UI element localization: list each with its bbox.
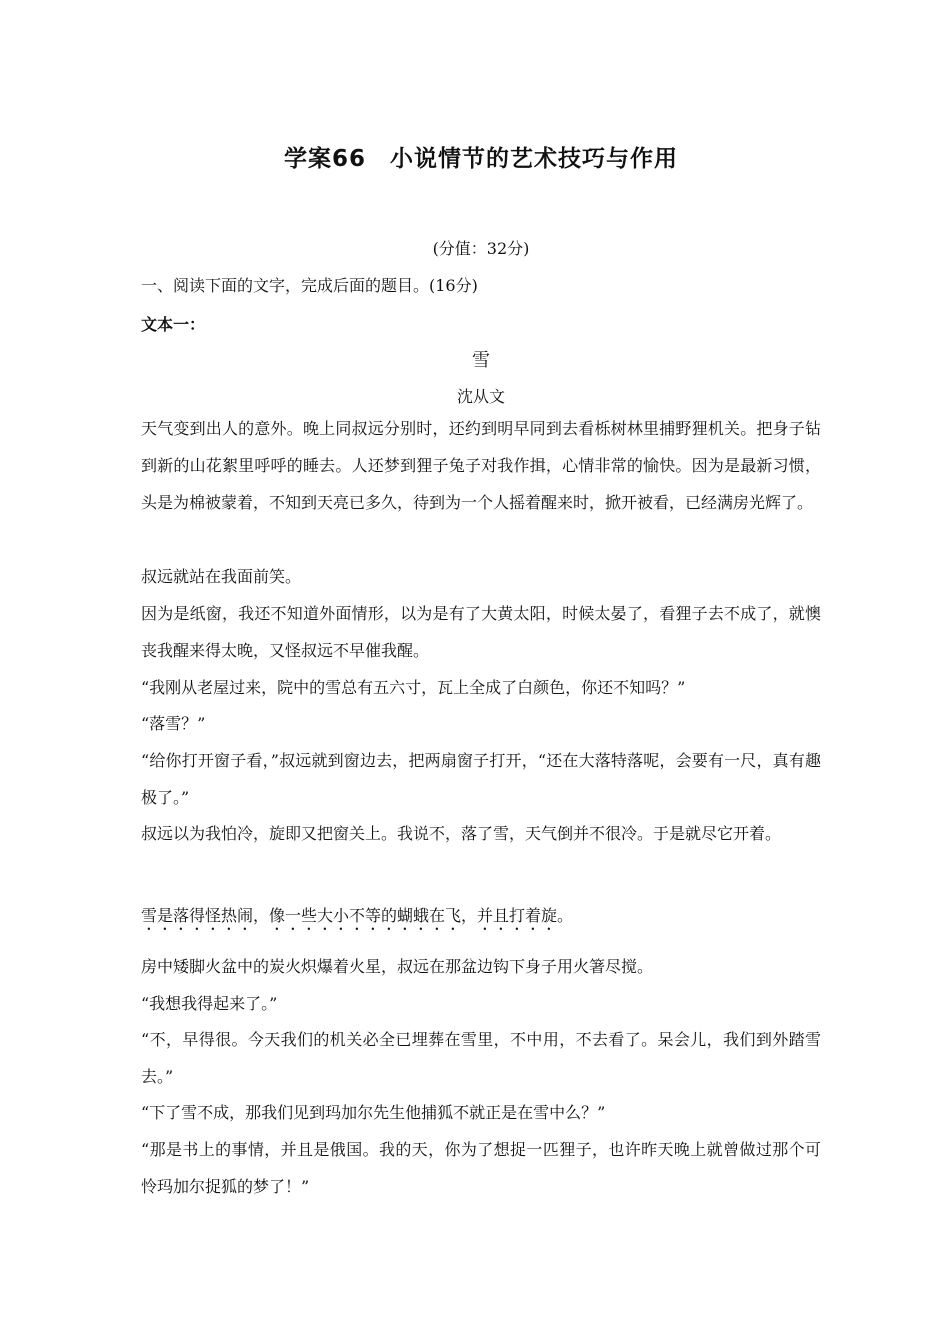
paragraph-1: 天气变到出人的意外。晚上同叔远分别时，还约到明早同到去看栎树林里捕野狸机关。把身子钻到新的山花絮里呼呼的睡去。人还梦到狸子兔子对我作揖，心情非常的愉快。因为是最新习惯，头是为棉被蒙着，不知到天亮已多久，待到为一个人摇着醒来时，掀开被看，已经满房光辉了。: [141, 419, 821, 512]
paragraph-9: 房中矮脚火盆中的炭火炽爆着火星，叔远在那盆边钩下身子用火箸尽搅。: [141, 957, 654, 976]
paragraph-5: “落雪？”: [141, 714, 206, 733]
paragraph-2: 叔远就站在我面前笑。: [141, 567, 302, 586]
text-label: 文本一：: [141, 315, 206, 334]
emphasized-sentence: 雪是落得怪热闹，像一些大小不等的蝴蛾在飞，并且打着旋。: [141, 906, 574, 925]
page-title: 学案66 小说情节的艺术技巧与作用: [283, 146, 678, 172]
story-author: 沈从文: [456, 387, 505, 406]
score-note: (分值：32分): [432, 239, 530, 258]
paragraph-12: “下了雪不成，那我们见到玛加尔先生他捕狐不就正是在雪中么？”: [141, 1103, 606, 1122]
paragraph-3: 因为是纸窗，我还不知道外面情形，以为是有了大黄太阳，时候太晏了，看狸子去不成了，就懊丧我醒来得太晚，又怪叔远不早催我醒。: [141, 604, 821, 660]
paragraph-11: “不，早得很。今天我们的机关必全已埋葬在雪里，不中用，不去看了。呆会儿，我们到外踏雪去。”: [141, 1030, 821, 1086]
paragraph-4: “我刚从老屋过来，院中的雪总有五六寸，瓦上全成了白颜色，你还不知吗？”: [141, 678, 686, 697]
paragraph-10: “我想我得起来了。”: [141, 994, 278, 1013]
paragraph-7: 叔远以为我怕冷，旋即又把窗关上。我说不，落了雪，天气倒并不很冷。于是就尽它开着。: [141, 824, 782, 843]
paragraph-13: “那是书上的事情，并且是俄国。我的天，你为了想捉一匹狸子，也许昨天晚上就曾做过那个可怜玛加尔捉狐的梦了！”: [141, 1140, 821, 1196]
story-title: 雪: [472, 350, 490, 371]
paragraph-6: “给你打开窗子看，”叔远就到窗边去，把两扇窗子打开，“还在大落特落呢，会要有一尺，真有趣极了。”: [141, 751, 821, 807]
section-heading: 一、阅读下面的文字，完成后面的题目。(16分): [141, 276, 478, 295]
